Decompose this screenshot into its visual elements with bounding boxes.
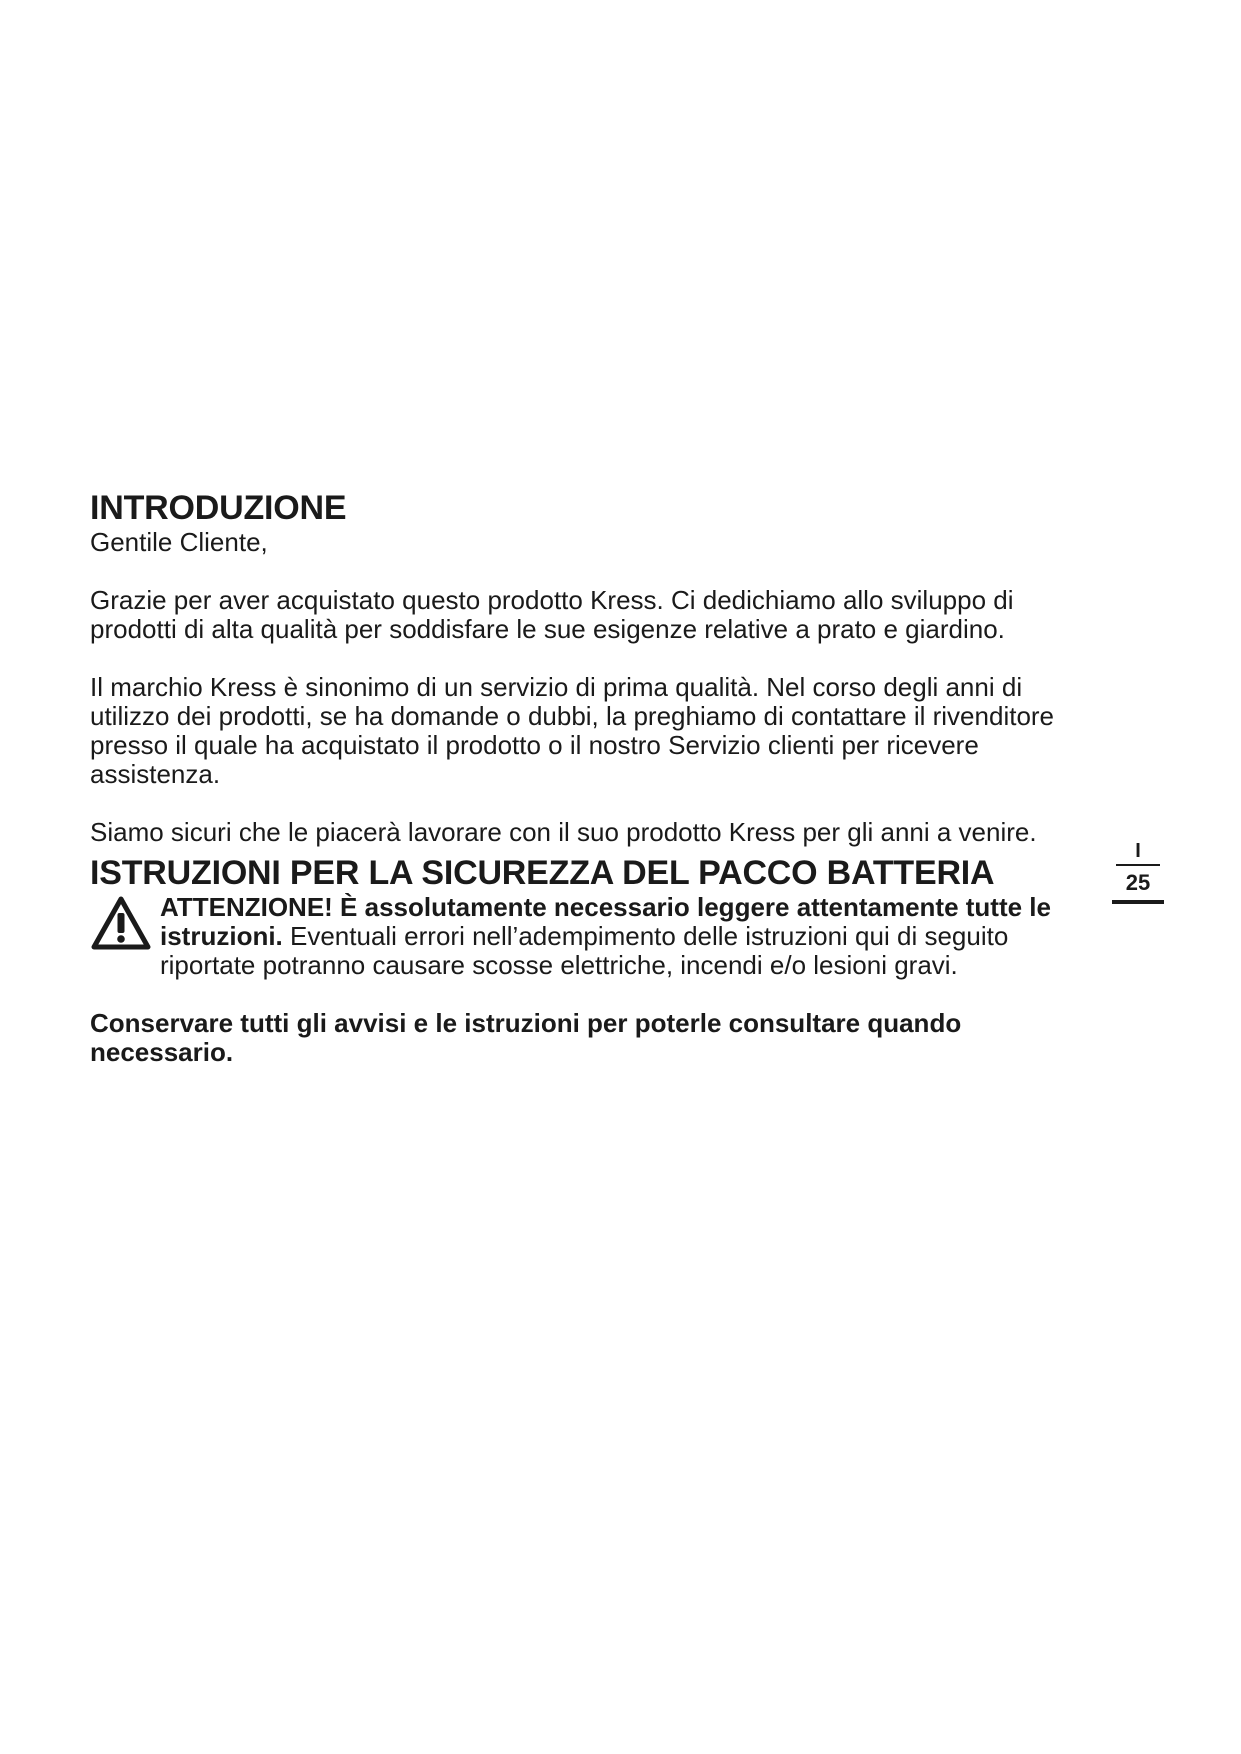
intro-heading: INTRODUZIONE [90, 489, 347, 527]
warning-bold-text: ATTENZIONE! È assolutamente necessario leggere attentamente tutte le istruzioni. [160, 892, 1051, 951]
safety-warning [90, 893, 1100, 980]
intro-greeting: Gentile Cliente, [90, 527, 268, 557]
intro-paragraph-2: Il marchio Kress è sinonimo di un servizio di prima qualità. Nel corso degli anni di utilizzo dei prodotti, se ha domande o dubbi, la preghiamo di contattare il rivenditore presso il quale ha acquistato il prodotto o il nostro Servizio clienti per ricevere assistenza. [90, 672, 1055, 789]
marker-divider [1116, 864, 1160, 866]
page-number: 25 [1125, 870, 1151, 895]
warning-triangle-icon [90, 895, 152, 953]
intro-paragraph-1: Grazie per aver acquistato questo prodotto Kress. Ci dedichiamo allo sviluppo di prodotti di alta qualità per soddisfare le sue esigenze relative a prato e giardino. [90, 585, 1014, 644]
intro-paragraph-3: Siamo sicuri che le piacerà lavorare con il suo prodotto Kress per gli anni a venire. [90, 817, 1037, 847]
keep-instructions-note: Conservare tutti gli avvisi e le istruzioni per poterle consultare quando necessario. [90, 1008, 962, 1067]
safety-heading: ISTRUZIONI PER LA SICUREZZA DEL PACCO BATTERIA [90, 854, 995, 892]
warning-body-text: Eventuali errori nell’adempimento delle istruzioni qui di seguito riportate potranno causare scosse elettriche, incendi e/o lesioni gravi. [160, 921, 1009, 980]
page-content [90, 488, 1100, 1067]
language-code: I [1135, 840, 1141, 862]
marker-underline [1112, 900, 1164, 904]
page-marker [1112, 840, 1164, 904]
